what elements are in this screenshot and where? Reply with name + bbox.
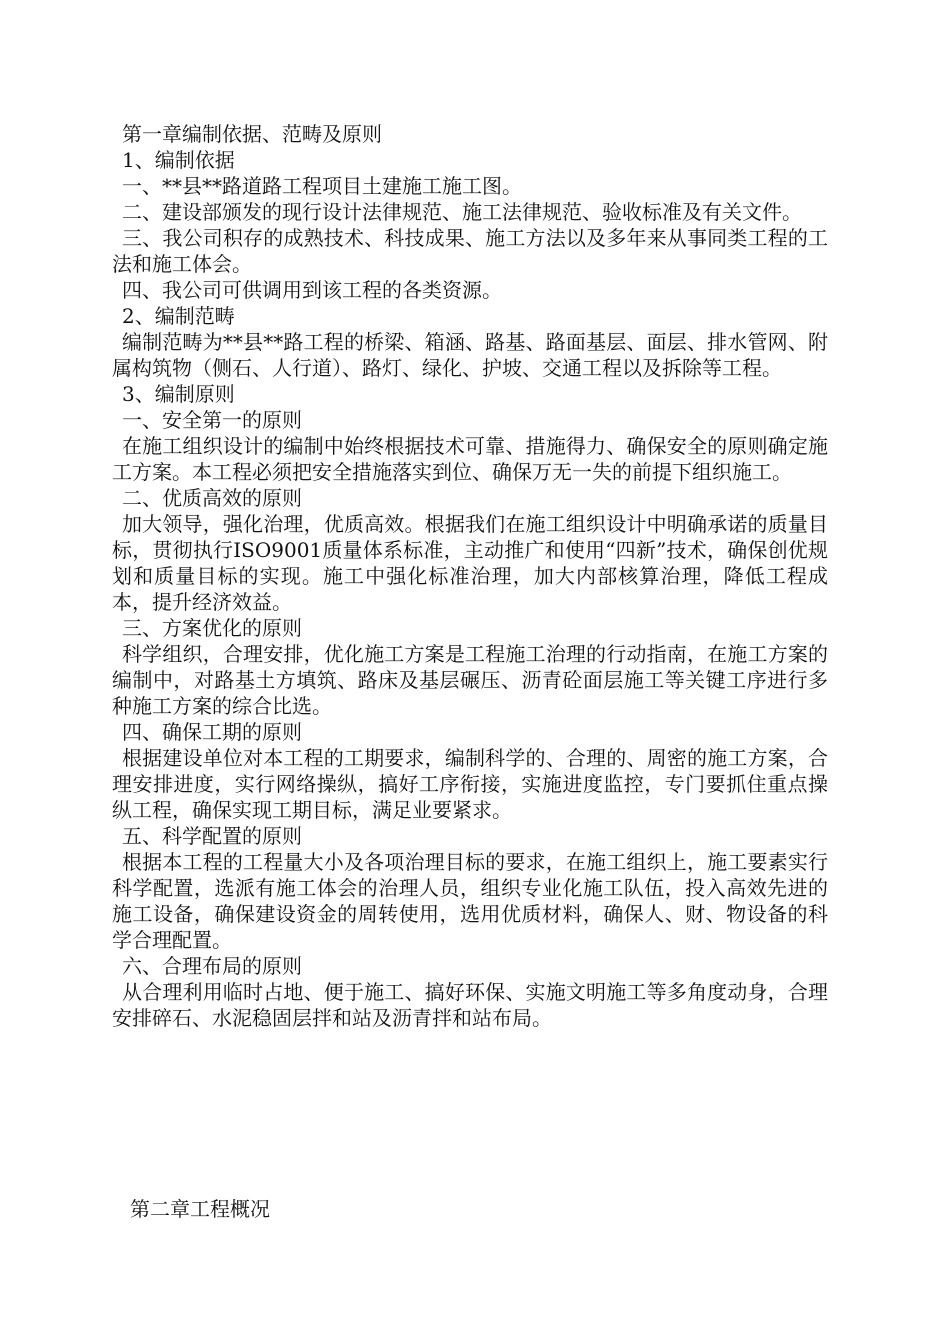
principle-4-text: 根据建设单位对本工程的工期要求，编制科学的、合理的、周密的施工方案，合理安排进度，实行网络操纵，搞好工序衔接，实施进度监控，专门要抓住重点操纵工程，确保实现工期目标，满足业要紧求。 <box>112 746 828 822</box>
principle-2-text: 加大领导，强化治理，优质高效。根据我们在施工组织设计中明确承诺的质量目标，贯彻执行ISO9001质量体系标准，主动推广和使用“四新”技术，确保创优规划和质量目标的实现。施工中强化标准治理，加大内部核算治理，降低工程成本，提升经济效益。 <box>112 512 828 614</box>
section1-item-2: 二、建设部颁发的现行设计法律规范、施工法律规范、验收标准及有关文件。 <box>122 200 802 224</box>
principle-2-title: 二、优质高效的原则 <box>122 486 302 510</box>
chapter2-title: 第二章工程概况 <box>130 1197 270 1221</box>
principle-5-title: 五、科学配置的原则 <box>122 824 302 848</box>
principle-5-text: 根据本工程的工程量大小及各项治理目标的要求，在施工组织上，施工要素实行科学配置，选派有施工体会的治理人员，组织专业化施工队伍，投入高效先进的施工设备，确保建设资金的周转使用，选用优质材料，确保人、财、物设备的科学合理配置。 <box>112 850 828 952</box>
section1-item-3: 三、我公司积存的成熟技术、科技成果、施工方法以及多年来从事同类工程的工法和施工体会。 <box>112 226 828 276</box>
chapter1-content <box>112 121 828 1031</box>
principle-1-title: 一、安全第一的原则 <box>122 408 302 432</box>
section2-title: 2、编制范畴 <box>122 304 235 328</box>
section3-title: 3、编制原则 <box>122 382 235 406</box>
section1-title: 1、编制依据 <box>122 148 235 172</box>
principle-3-text: 科学组织，合理安排，优化施工方案是工程施工治理的行动指南，在施工方案的编制中，对路基土方填筑、路床及基层碾压、沥青砼面层施工等关键工序进行多种施工方案的综合比选。 <box>112 642 828 718</box>
section1-item-1: 一、**县**路道路工程项目土建施工施工图。 <box>122 174 522 198</box>
principle-6-text: 从合理利用临时占地、便于施工、搞好环保、实施文明施工等多角度动身，合理安排碎石、水泥稳固层拌和站及沥青拌和站布局。 <box>112 980 828 1030</box>
section1-item-4: 四、我公司可供调用到该工程的各类资源。 <box>122 278 502 302</box>
principle-3-title: 三、方案优化的原则 <box>122 616 302 640</box>
principle-4-title: 四、确保工期的原则 <box>122 720 302 744</box>
chapter1-title: 第一章编制依据、范畴及原则 <box>122 122 382 146</box>
principle-1-text: 在施工组织设计的编制中始终根据技术可靠、措施得力、确保安全的原则确定施工方案。本工程必须把安全措施落实到位、确保万无一失的前提下组织施工。 <box>112 434 828 484</box>
principle-6-title: 六、合理布局的原则 <box>122 954 302 978</box>
section2-text: 编制范畴为**县**路工程的桥梁、箱涵、路基、路面基层、面层、排水管网、附属构筑物（侧石、人行道）、路灯、绿化、护坡、交通工程以及拆除等工程。 <box>112 330 828 380</box>
